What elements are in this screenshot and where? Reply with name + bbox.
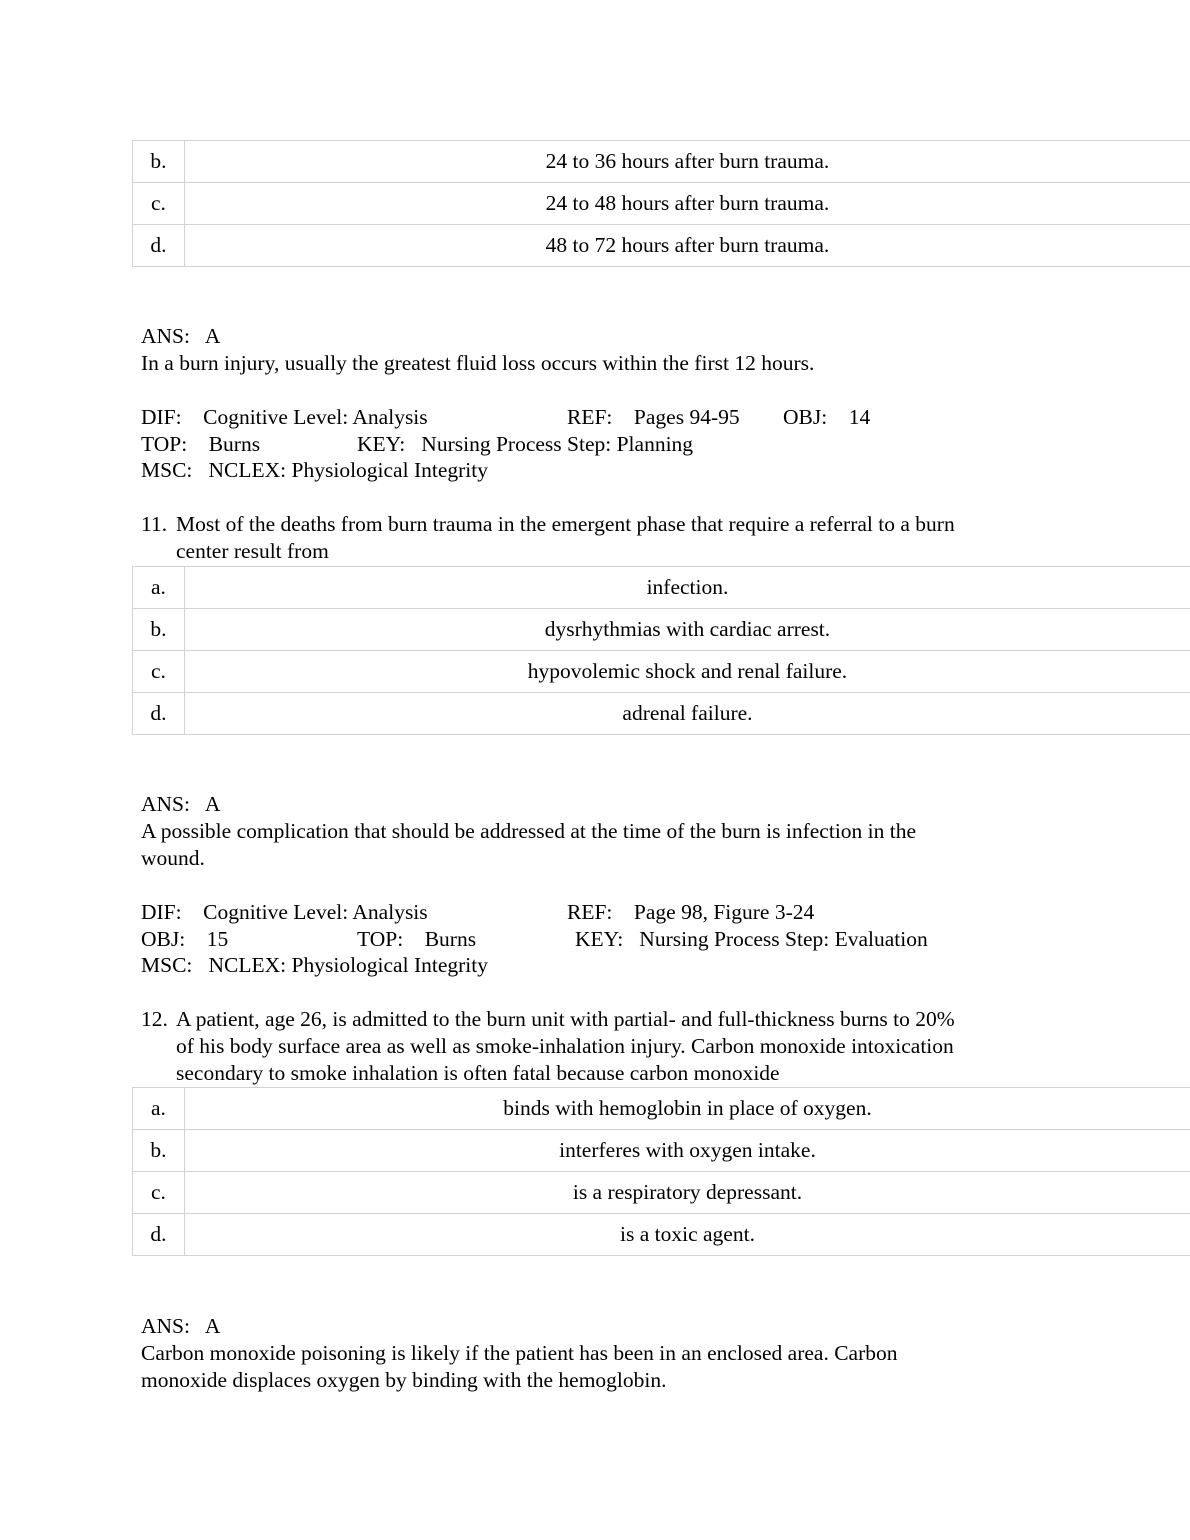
option-row <box>133 567 1190 609</box>
option-text: binds with hemoglobin in place of oxygen. <box>184 1088 1190 1130</box>
meta-obj: OBJ: 14 <box>783 405 871 429</box>
q11-options-table <box>132 566 1190 735</box>
option-row <box>133 609 1190 651</box>
meta-ref: REF: Pages 94-95 <box>567 405 740 429</box>
option-row <box>133 1088 1190 1130</box>
question-text: A patient, age 26, is admitted to the burn unit with partial- and full-thickness burns to 20% <box>176 1007 955 1031</box>
meta-dif: DIF: Cognitive Level: Analysis <box>141 900 428 924</box>
meta-ref: REF: Page 98, Figure 3-24 <box>567 900 815 924</box>
option-text: 24 to 36 hours after burn trauma. <box>184 141 1190 183</box>
option-row <box>133 1130 1190 1172</box>
option-letter: d. <box>133 1214 185 1256</box>
option-letter: c. <box>133 1172 185 1214</box>
meta-obj: OBJ: 15 <box>141 927 229 951</box>
q12-options-table <box>132 1087 1190 1256</box>
answer-label: ANS: A <box>141 324 221 348</box>
question-text: of his body surface area as well as smoke-inhalation injury. Carbon monoxide intoxication <box>176 1034 954 1058</box>
option-letter: d. <box>133 225 185 267</box>
option-text: 48 to 72 hours after burn trauma. <box>184 225 1190 267</box>
rationale: wound. <box>141 846 205 870</box>
option-letter: b. <box>133 1130 185 1172</box>
answer-label: ANS: A <box>141 792 221 816</box>
option-row <box>133 1214 1190 1256</box>
option-row <box>133 651 1190 693</box>
option-letter: a. <box>133 1088 185 1130</box>
option-letter: c. <box>133 651 185 693</box>
question-text: center result from <box>176 539 329 563</box>
rationale: Carbon monoxide poisoning is likely if the patient has been in an enclosed area. Carbon <box>141 1341 898 1365</box>
meta-key: KEY: Nursing Process Step: Planning <box>357 432 694 456</box>
question-text: secondary to smoke inhalation is often fatal because carbon monoxide <box>176 1061 780 1085</box>
option-text: hypovolemic shock and renal failure. <box>184 651 1190 693</box>
meta-key: KEY: Nursing Process Step: Evaluation <box>575 927 928 951</box>
question-number: 11. <box>141 512 168 536</box>
option-text: 24 to 48 hours after burn trauma. <box>184 183 1190 225</box>
option-row <box>133 141 1190 183</box>
option-text: adrenal failure. <box>184 693 1190 735</box>
question-number: 12. <box>141 1007 168 1031</box>
question-text: Most of the deaths from burn trauma in the emergent phase that require a referral to a burn <box>176 512 955 536</box>
meta-msc: MSC: NCLEX: Physiological Integrity <box>141 953 488 977</box>
option-row <box>133 225 1190 267</box>
option-letter: a. <box>133 567 185 609</box>
rationale: In a burn injury, usually the greatest fluid loss occurs within the first 12 hours. <box>141 351 815 375</box>
rationale: A possible complication that should be addressed at the time of the burn is infection in the <box>141 819 917 843</box>
rationale: monoxide displaces oxygen by binding with the hemoglobin. <box>141 1368 667 1392</box>
meta-top: TOP: Burns <box>357 927 477 951</box>
meta-dif: DIF: Cognitive Level: Analysis <box>141 405 428 429</box>
option-letter: c. <box>133 183 185 225</box>
option-text: interferes with oxygen intake. <box>184 1130 1190 1172</box>
option-text: is a respiratory depressant. <box>184 1172 1190 1214</box>
q10-options-table <box>132 140 1190 267</box>
option-letter: b. <box>133 609 185 651</box>
answer-label: ANS: A <box>141 1314 221 1338</box>
option-row <box>133 183 1190 225</box>
option-row <box>133 693 1190 735</box>
option-letter: d. <box>133 693 185 735</box>
meta-msc: MSC: NCLEX: Physiological Integrity <box>141 458 488 482</box>
option-text: infection. <box>184 567 1190 609</box>
meta-top: TOP: Burns <box>141 432 261 456</box>
option-text: dysrhythmias with cardiac arrest. <box>184 609 1190 651</box>
option-row <box>133 1172 1190 1214</box>
option-text: is a toxic agent. <box>184 1214 1190 1256</box>
option-letter: b. <box>133 141 185 183</box>
